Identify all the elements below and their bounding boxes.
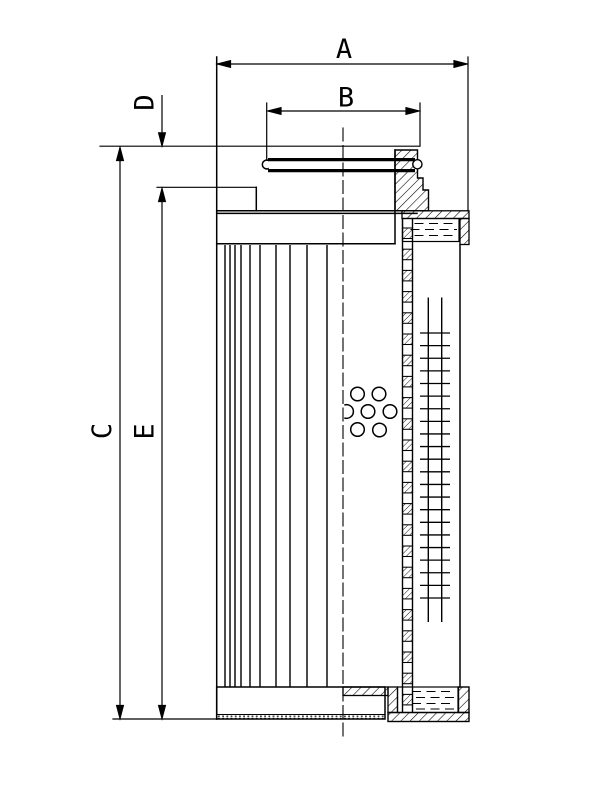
perforated-tube-segments [403,228,413,705]
dim-label-d: D [129,94,161,111]
flange-strip [402,211,469,219]
dimension-labels [87,34,354,440]
shell-top-block [460,219,469,245]
center-tube [403,219,413,714]
cap-hatch-block [388,687,398,713]
drain-holes [344,387,397,437]
cap-hatch-strip [343,687,388,696]
shell-bottom-strip [388,713,469,722]
spring-mesh [420,298,450,623]
dim-label-c: C [87,422,118,440]
dim-label-b: B [337,82,355,114]
dim-label-e: E [129,423,161,440]
shell-bottom-block [459,687,470,713]
head-section [262,150,469,245]
tube-end-arc [262,160,268,169]
dim-label-a: A [335,34,353,65]
pleat-lines [225,245,327,687]
